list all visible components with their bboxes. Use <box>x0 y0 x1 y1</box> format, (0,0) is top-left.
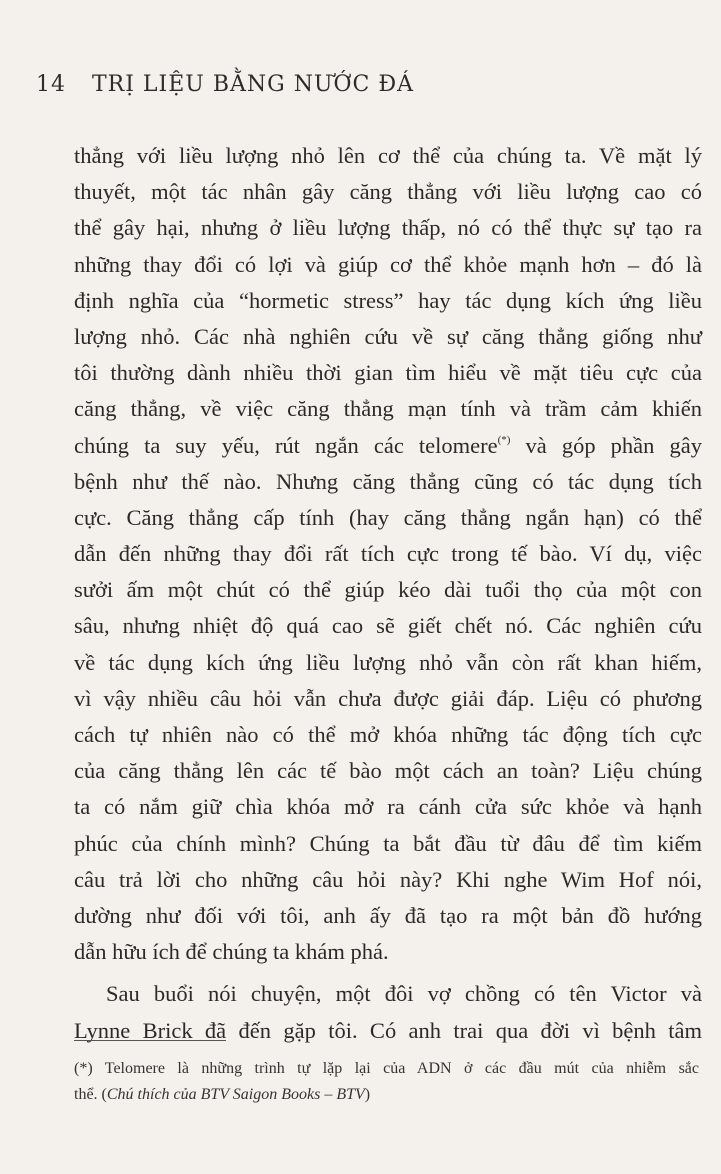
text-line: Lynne Brick đã đến gặp tôi. Có anh trai qua đời vì bệnh tâm <box>74 1017 702 1043</box>
text-line: thẳng với liều lượng nhỏ lên cơ thể của chúng ta. Về mặt lý <box>74 143 702 168</box>
page-number: 14 <box>36 72 66 97</box>
footnote-line <box>74 1056 699 1082</box>
text-fragment: chúng ta suy yếu, rút ngắn các telomere <box>74 432 498 458</box>
text-line: cực. Căng thẳng cấp tính (hay căng thẳng ngắn hạn) có thể <box>74 504 702 530</box>
text-line: thuyết, một tác nhân gây căng thẳng với liều lượng cao có <box>74 179 702 205</box>
footnote-line <box>74 1082 699 1108</box>
text-line: bệnh như thế nào. Nhưng căng thẳng cũng có tác dụng tích <box>74 468 702 494</box>
footnote-text: thể. ( <box>74 1086 107 1103</box>
text-line: thể gây hại, nhưng ở liều lượng thấp, nó có thể thực sự tạo ra <box>74 215 702 241</box>
body-text <box>74 138 702 1049</box>
footnote-divider <box>74 1040 226 1041</box>
text-fragment: và góp phần gây <box>510 432 702 458</box>
footnote-text: ) <box>364 1086 371 1103</box>
text-line: Sau buổi nói chuyện, một đôi vợ chồng có tên Victor và <box>106 981 702 1007</box>
text-line: câu trả lời cho những câu hỏi này? Khi nghe Wim Hof nói, <box>74 866 702 892</box>
text-line: của căng thẳng lên các tế bào một cách an toàn? Liệu chúng <box>74 758 702 784</box>
footnote-credit: Chú thích của BTV Saigon Books – BTV <box>106 1086 365 1103</box>
text-line: phúc của chính mình? Chúng ta bắt đầu từ đâu để tìm kiếm <box>74 830 702 856</box>
text-line: ta có nắm giữ chìa khóa mở ra cánh cửa sức khỏe và hạnh <box>74 794 702 820</box>
footnote <box>74 1056 699 1108</box>
text-line: tôi thường dành nhiều thời gian tìm hiểu về mặt tiêu cực của <box>74 360 702 386</box>
text-line: sâu, nhưng nhiệt độ quá cao sẽ giết chết nó. Các nghiên cứu <box>74 613 702 639</box>
text-line: vì vậy nhiều câu hỏi vẫn chưa được giải đáp. Liệu có phương <box>74 685 702 711</box>
text-line: cách tự nhiên nào có thể mở khóa những tác động tích cực <box>74 722 702 747</box>
running-title: TRỊ LIỆU BẰNG NƯỚC ĐÁ <box>92 72 414 97</box>
text-line: định nghĩa của “hormetic stress” hay tác dụng kích ứng liều <box>74 287 702 313</box>
text-line: sưởi ấm một chút có thể giúp kéo dài tuổi thọ của một con <box>74 577 702 603</box>
text-line: dường như đối với tôi, anh ấy đã tạo ra một bản đồ hướng <box>74 902 702 928</box>
footnote-marker: (*) <box>74 1060 93 1077</box>
text-line-with-footnote-ref <box>74 428 702 464</box>
text-line: căng thẳng, về việc căng thẳng mạn tính và trầm cảm khiến <box>74 396 702 422</box>
footnote-text: Telomere là những trình tự lặp lại của ADN ở các đầu mút của nhiễm sắc <box>92 1060 699 1077</box>
text-line: dẫn đến những thay đổi rất tích cực trong tế bào. Ví dụ, việc <box>74 541 702 567</box>
text-line: về tác dụng kích ứng liều lượng nhỏ vẫn còn rất khan hiếm, <box>74 649 702 675</box>
text-line: những thay đổi có lợi và giúp cơ thể khỏe mạnh hơn – đó là <box>74 251 702 277</box>
text-line: dẫn hữu ích để chúng ta khám phá. <box>74 939 389 965</box>
footnote-reference: (*) <box>497 433 511 446</box>
running-header <box>36 72 414 97</box>
text-line: lượng nhỏ. Các nhà nghiên cứu về sự căng thẳng giống như <box>74 323 702 349</box>
